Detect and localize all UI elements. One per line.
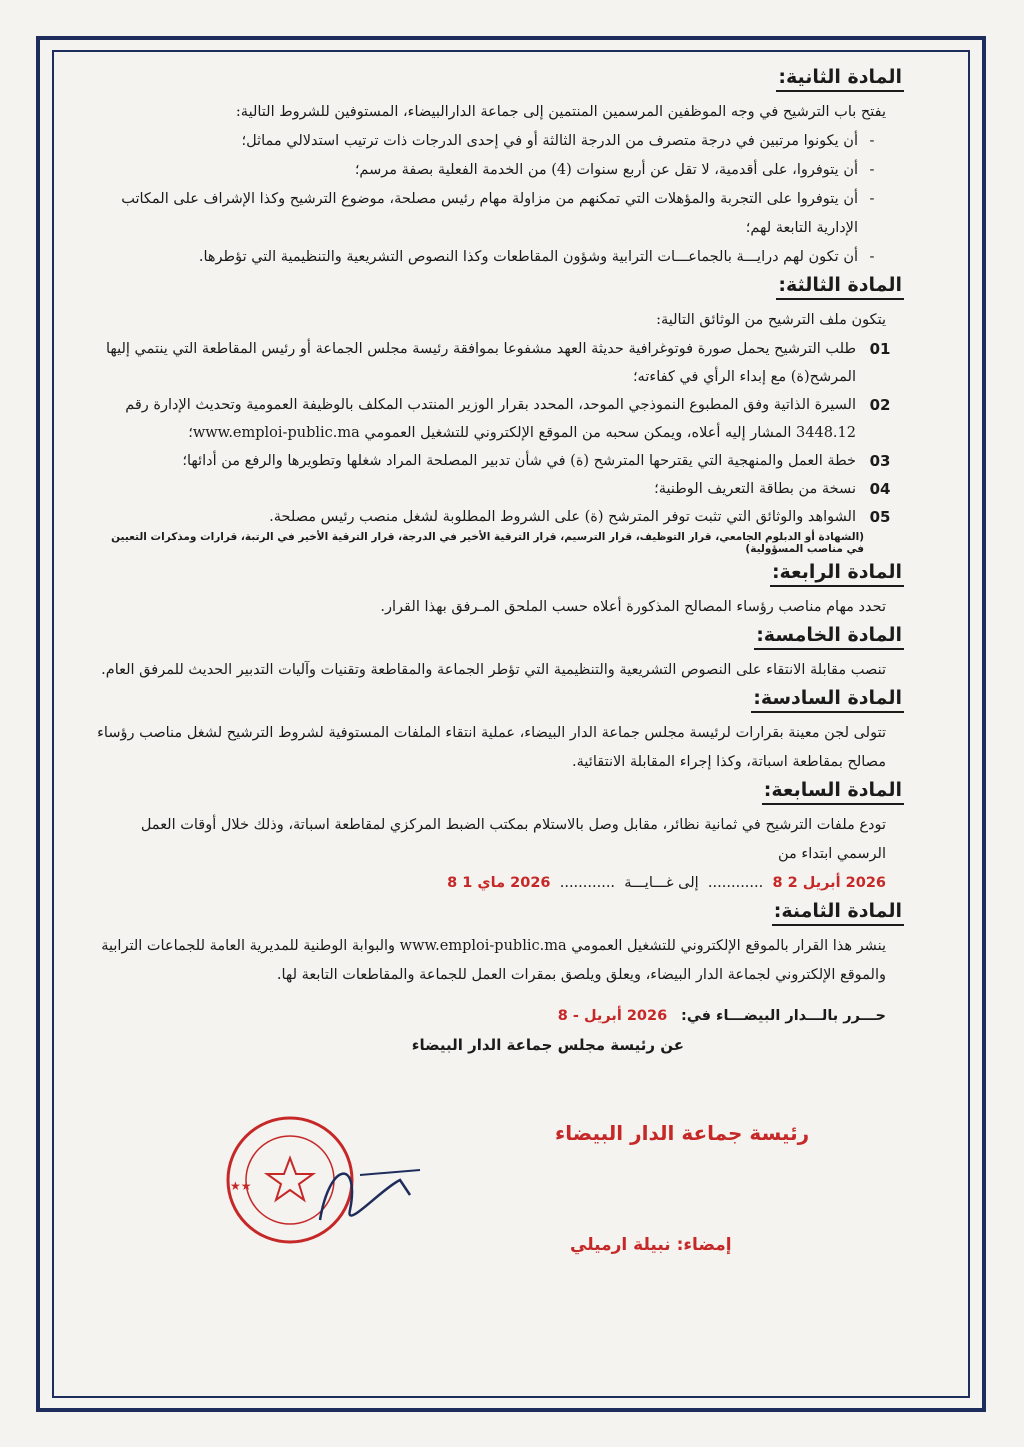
official-stamp-and-signature <box>210 1100 810 1290</box>
article-4-title: المادة الرابعة: <box>770 561 904 587</box>
article-4-text: تحدد مهام مناصب رؤساء المصالح المذكورة أعلاه حسب الملحق المـرفق بهذا القرار. <box>380 599 886 615</box>
signature-date: 2026 أبريل - 8 <box>557 1008 668 1024</box>
article-6 <box>96 687 904 777</box>
to-date: 2026 ماي 1 8 <box>447 875 551 891</box>
article-8-title: المادة الثامنة: <box>772 900 904 926</box>
article-3 <box>96 274 904 555</box>
list-item: 04 نسخة من بطاقة التعريف الوطنية؛ <box>654 480 891 498</box>
seal-star-left: ★★ <box>230 1179 252 1193</box>
article-2-title: المادة الثانية: <box>776 66 904 92</box>
article-7-dates: 2026 أبريل 2 8 ............ إلى غـــايـــة ............ 2026 ماي 1 8 <box>447 875 886 891</box>
article-5-text: تنصب مقابلة الانتقاء على النصوص التشريعية والتنظيمية التي تؤطر الجماعة والمقاطعة وتقنيات وآليات التدبير الحديث للمرفق العام. <box>101 662 886 678</box>
stamp-title: رئيسة جماعة الدار البيضاء <box>555 1121 810 1145</box>
article-3-title: المادة الثالثة: <box>776 274 904 300</box>
signed-name: إمضاء: نبيلة ارميلي <box>570 1235 732 1255</box>
article-4 <box>96 561 904 622</box>
list-item: 01 طلب الترشيح يحمل صورة فوتوغرافية حديثة العهد مشفوعا بموافقة رئيسة مجلس الجماعة أو رئيس المقاطعة التي ينتمي إليها المرشح(ة) مع إبداء الرأي في كفاءته؛ <box>106 340 891 385</box>
signature-dateline <box>96 1002 886 1031</box>
article-8 <box>96 900 904 990</box>
article-2 <box>96 66 904 272</box>
bullet-item: - أن تكون لهم درايـــة بالجماعـــات الترابية وشؤون المقاطعات وكذا النصوص التشريعية والتنظيمية التي تؤطرها. <box>198 249 875 265</box>
article-8-text: ينشر هذا القرار بالموقع الإلكتروني للتشغيل العمومي www.emploi-public.ma والبوابة الوطنية للمديرية العامة للجماعات الترابية والموقع الإلكتروني لجماعة الدار البيضاء، ويعلق ويلصق بمقرات العمل للجماعة والمقاطعات التابعة لها. <box>101 938 886 983</box>
article-2-intro: يفتح باب الترشيح في وجه الموظفين المرسمين المنتمين إلى جماعة الدارالبيضاء، المستوفين للشروط التالية: <box>235 104 886 120</box>
signatory: عن رئيسة مجلس جماعة الدار البيضاء <box>411 1036 684 1054</box>
bullet-item: - أن يتوفروا على التجربة والمؤهلات التي تمكنهم من مزاولة مهام رئيس مصلحة، موضوع الترشيح وكذا الإشراف على المكاتب الإدارية التابعة لهم؛ <box>121 191 875 236</box>
article-6-text: تتولى لجن معينة بقرارات لرئيسة مجلس جماعة الدار البيضاء، عملية انتقاء الملفات المستوفية لشروط الترشيح لشغل مناصب رؤساء مصالح بمقاطعة اسباتة، وكذا إجراء المقابلة الانتقائية. <box>97 725 886 770</box>
documents-note: (الشهادة أو الدبلوم الجامعي، قرار التوظيف، قرار الترسيم، قرار الترقية الأخير في الدرجة، قرار الترقية الأخير في الرتبة، قرارات ومذكرات التعيين في مناصب المسؤولية) <box>111 531 864 555</box>
article-7-text: تودع ملفات الترشيح في ثمانية نظائر، مقابل وصل بالاستلام بمكتب الضبط المركزي لمقاطعة اسباتة، وذلك خلال أوقات العمل الرسمي ابتداء من <box>140 817 886 862</box>
article-7-title: المادة السابعة: <box>762 779 904 805</box>
until-label: إلى غـــايـــة <box>624 875 699 891</box>
list-item: 03 خطة العمل والمنهجية التي يقترحها المترشح (ة) في شأن تدبير المصلحة المراد شغلها وتطويرها والرفع من أدائها؛ <box>182 452 891 470</box>
article-7 <box>96 779 904 898</box>
article-5-title: المادة الخامسة: <box>754 624 904 650</box>
bullet-item: - أن يكونوا مرتبين في درجة متصرف من الدرجة الثالثة أو في إحدى الدرجات ذات ترتيب استدلالي مماثل؛ <box>241 133 875 149</box>
handwritten-signature-icon <box>320 1174 410 1220</box>
article-5 <box>96 624 904 685</box>
article-3-intro: يتكون ملف الترشيح من الوثائق التالية: <box>656 312 886 328</box>
list-item: 02 السيرة الذاتية وفق المطبوع النموذجي الموحد، المحدد بقرار الوزير المنتدب المكلف بالوظيفة العمومية وتحديث الإدارة رقم 3448.12 المشار إليه أعلاه، ويمكن سحبه من الموقع الإلكتروني للتشغيل العمومي www.emploi-public.ma؛ <box>125 396 891 441</box>
from-date: 2026 أبريل 2 8 <box>772 875 886 891</box>
seal-star-icon <box>267 1158 313 1200</box>
place-label: حـــرر بالـــدار البيضـــاء في: <box>681 1008 886 1024</box>
bullet-item: - أن يتوفروا، على أقدمية، لا تقل عن أربع سنوات (4) من الخدمة الفعلية بصفة مرسم؛ <box>354 162 875 178</box>
decree-body <box>96 66 904 1060</box>
article-6-title: المادة السادسة: <box>751 687 904 713</box>
list-item: 05 الشواهد والوثائق التي تثبت توفر المترشح (ة) على الشروط المطلوبة لشغل منصب رئيس مصلحة. <box>269 508 891 526</box>
